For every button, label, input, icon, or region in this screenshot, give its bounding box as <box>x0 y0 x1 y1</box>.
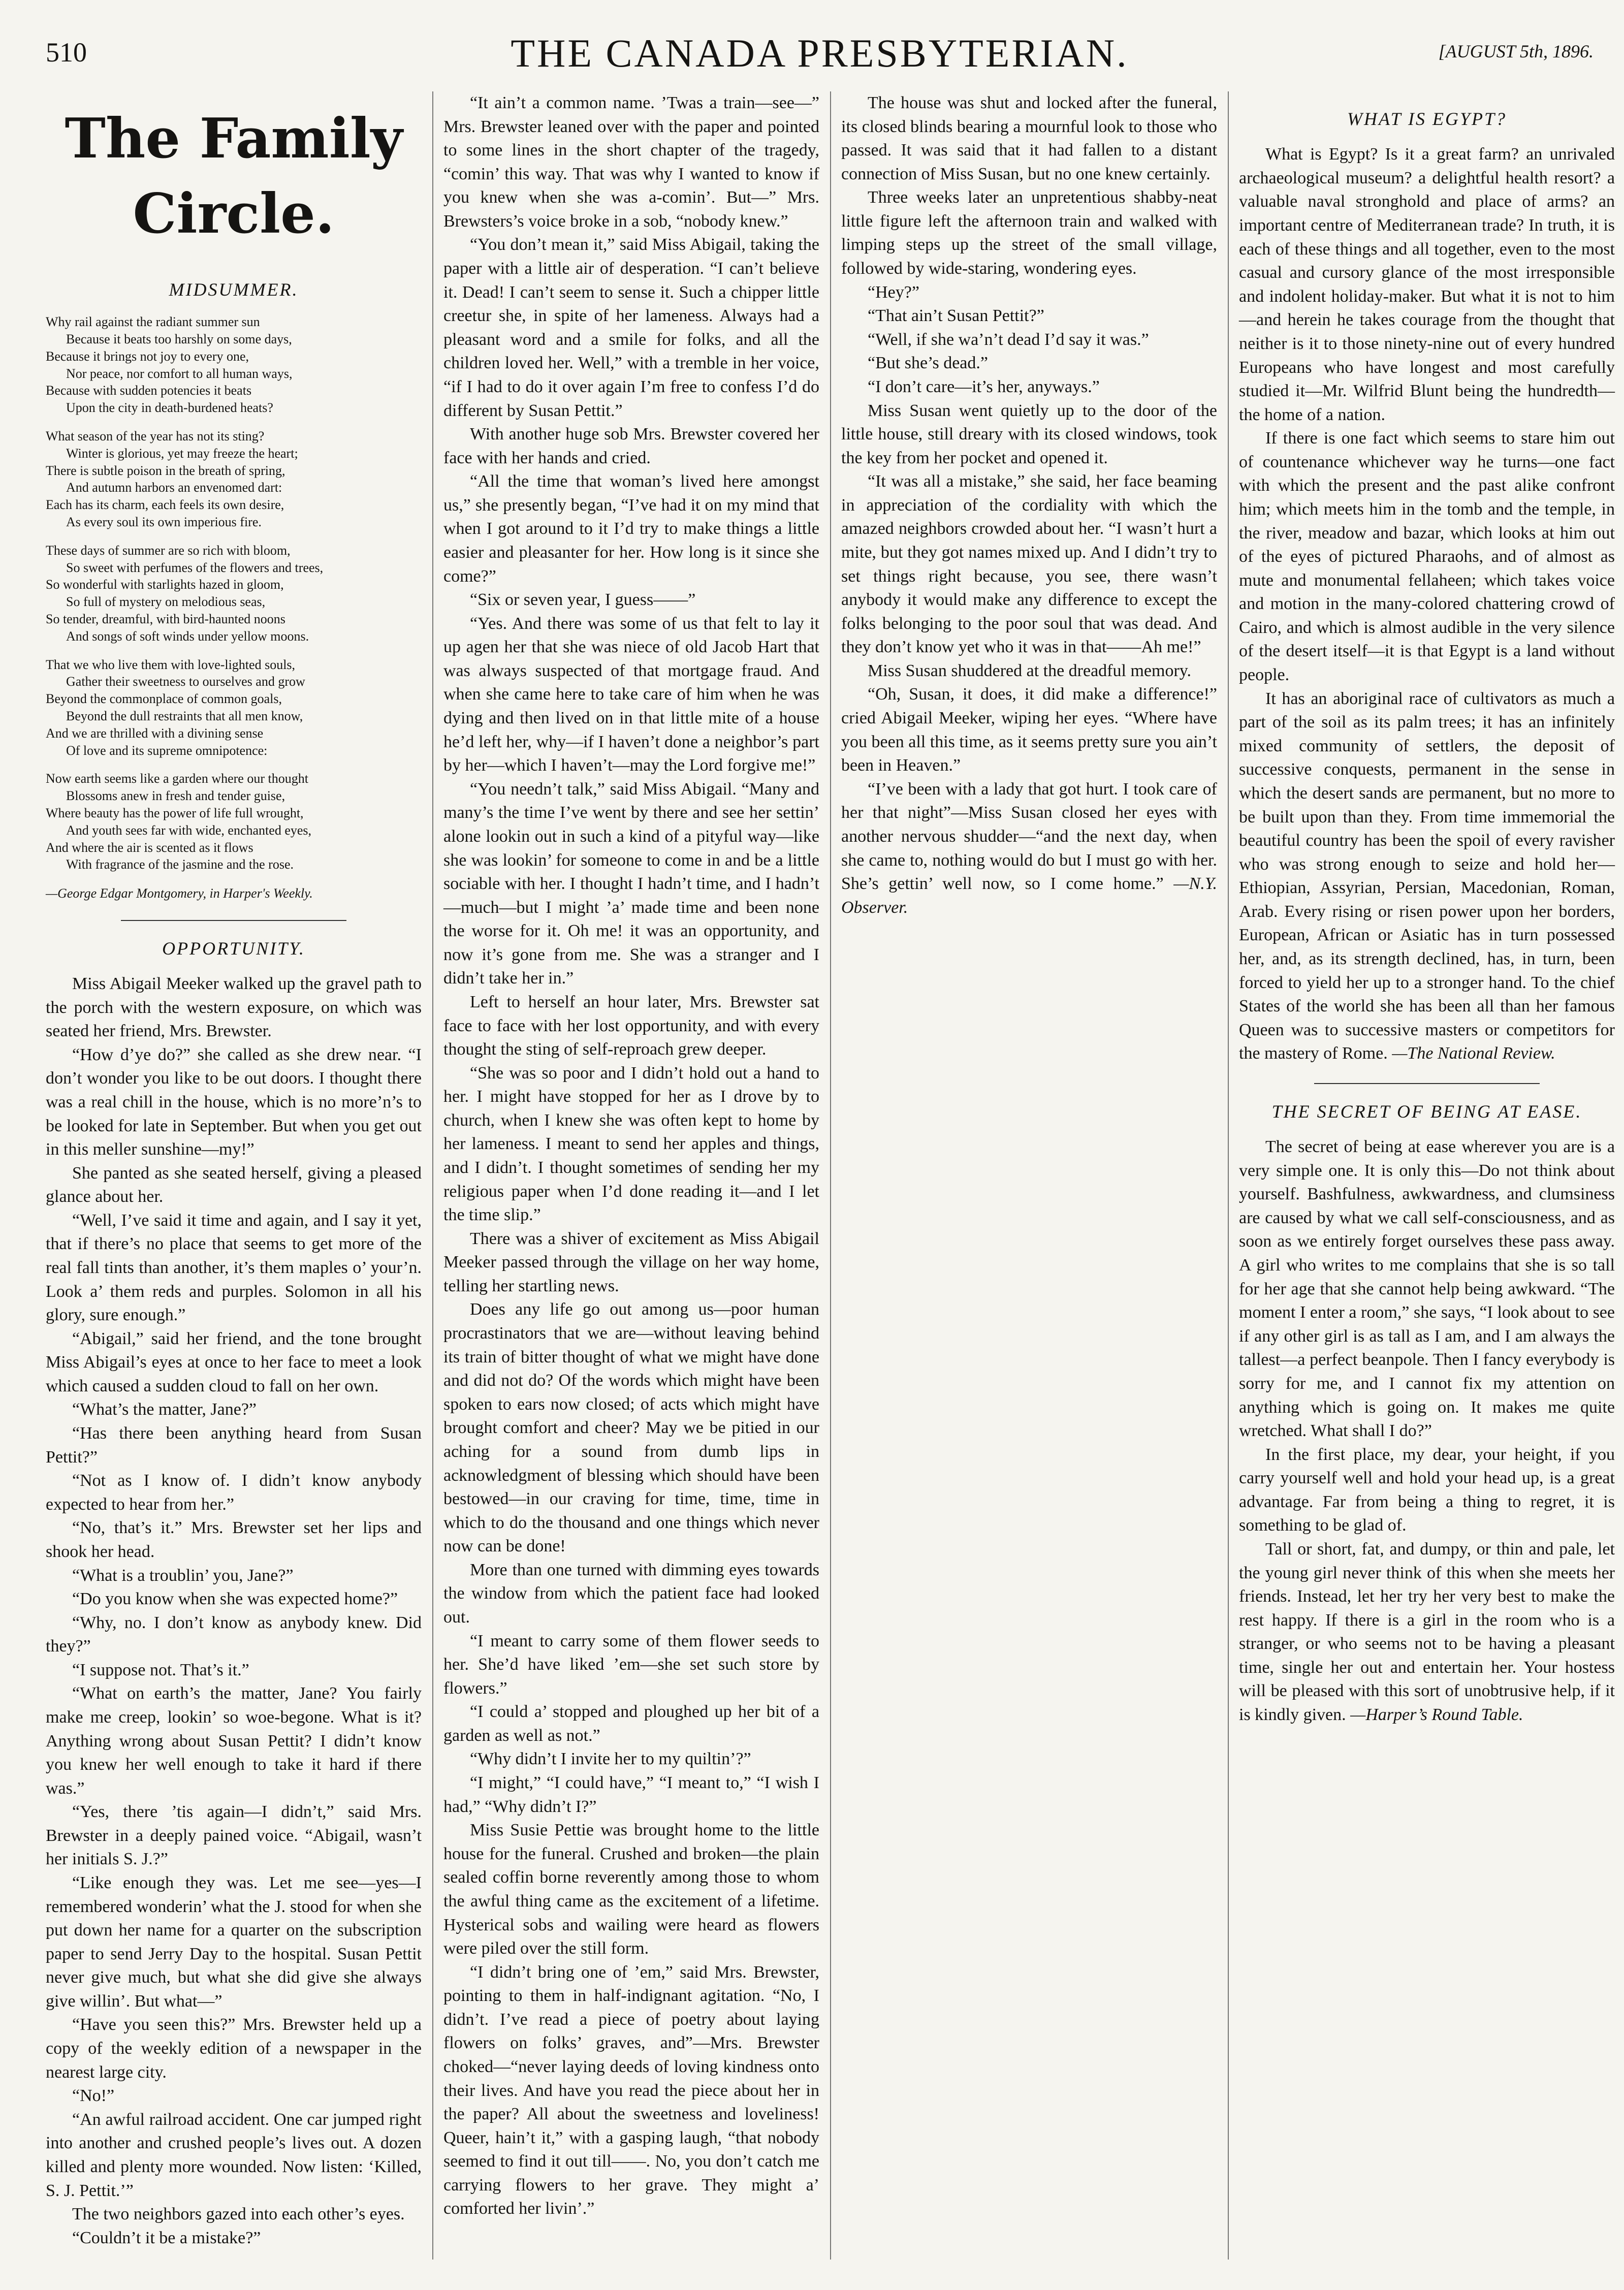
poem-stanza <box>46 313 422 417</box>
poem-line: Because it brings not joy to every one, <box>46 348 249 364</box>
paragraph: “How d’ye do?” she called as she drew near. “I don’t wonder you like to be out doors. I thought there was a real chill in the house, which is no more’n’s to be looked for late in September. But when you get out in this meller sunshine—my!” <box>46 1045 422 1159</box>
poem-credit: —George Edgar Montgomery, in Harper's Weekly. <box>46 886 313 901</box>
paragraph: “I meant to carry some of them flower seeds to her. She’d have liked ’em—she set such store by flowers.” <box>443 1631 819 1698</box>
article-title: WHAT IS EGYPT? <box>1347 109 1507 129</box>
poem-line: Nor peace, nor comfort to all human ways, <box>66 366 293 381</box>
poem-line: So wonderful with starlights hazed in gloom, <box>46 577 284 592</box>
article-secret <box>1239 1135 1615 1727</box>
column-rule <box>432 91 433 2260</box>
paragraph: “No, that’s it.” Mrs. Brewster set her lips and shook her head. <box>46 1518 422 1561</box>
article-egypt <box>1239 143 1615 1066</box>
paragraph: “Oh, Susan, it does, it did make a difference!” cried Abigail Meeker, wiping her eyes. “Where have you been all this time, as it seems pretty sure you ain’t been in Heaven.” <box>841 685 1217 775</box>
poem-line: Because with sudden potencies it beats <box>46 383 252 398</box>
masthead: THE CANADA PRESBYTERIAN. <box>511 31 1129 75</box>
poem-line: Each has its charm, each feels its own desire, <box>46 497 284 513</box>
poem-line: So sweet with perfumes of the flowers and trees, <box>66 560 324 575</box>
paragraph: Miss Abigail Meeker walked up the gravel path to the porch with the western exposure, on which was seated her friend, Mrs. Brewster. <box>46 974 422 1041</box>
poem-line: Gather their sweetness to ourselves and grow <box>66 674 305 689</box>
paragraph: “Couldn’t it be a mistake?” <box>72 2228 261 2247</box>
poem-stanza <box>46 770 422 873</box>
article-credit: —The National Review. <box>1392 1044 1555 1063</box>
article-title: OPPORTUNITY. <box>162 938 305 959</box>
column-2 <box>443 91 819 2221</box>
column-1 <box>46 91 422 2250</box>
paragraph: “You needn’t talk,” said Miss Abigail. “Many and many’s the time I’ve went by there and see her settin’ alone lookin out in such a kind of a pityful way—like she was lookin’ for someone to come in and be a little sociable with her. I thought I hadn’t time, and I hadn’t—much—but I might ’a’ made time and been none the worse for it. Oh me! it was an opportunity, and now it’s gone from me. She was a stranger and I didn’t take her in.” <box>443 779 819 988</box>
paragraph: The house was shut and locked after the funeral, its closed blinds bearing a mournful look to those who passed. It was said that it had fallen to a distant connection of Miss Susan, but no one knew certainly. <box>841 93 1217 183</box>
paragraph: Miss Susan shuddered at the dreadful memory. <box>868 661 1192 680</box>
paragraph: The secret of being at ease wherever you are is a very simple one. It is only this—Do not think about yourself. Bashfulness, awkwardness, and clumsiness are caused by what we call self-consciousness, and as soon as we entirely forget ourselves these pass away. A girl who writes to me complains that she is so tall for her age that she cannot help being awkward. “The moment I enter a room,” she says, “I look about to see if any other girl is as tall as I am, and I am always the tallest—a perfect beanpole. Then I fancy everybody is sorry for me, and I cannot fix my attention on anything which is going on. It makes me quite wretched. What shall I do?” <box>1239 1137 1615 1441</box>
divider <box>1314 1083 1540 1084</box>
article-credit: —N.Y. Observer. <box>841 874 1217 917</box>
paragraph: More than one turned with dimming eyes towards the window from which the patient face had looked out. <box>443 1560 819 1627</box>
poem-line: Winter is glorious, yet may freeze the heart; <box>66 446 298 461</box>
poem-line: What season of the year has not its sting? <box>46 429 265 443</box>
paragraph: “It was all a mistake,” she said, her face beaming in appreciation of the cordiality with which the amazed neighbors crowded about her. “I wasn’t hurt a mite, but they got names mixed up. And I didn’t try to set things right because, you see, there wasn’t anybody it would make any difference to except the folks belonging to the poor soul that was dead. And they don’t know yet who it was in that——Ah me!” <box>841 472 1217 657</box>
paragraph: What is Egypt? Is it a great farm? an unrivaled archaeological museum? a delightful health resort? a valuable naval stronghold and place of arms? an important centre of Mediterranean trade? In truth, it is each of these things and all together, even to the most casual and cursory glance of the most irresponsible and indolent holiday-maker. But what it is not to him—and herein he takes courage from the thought that neither is it to those ninety-nine out of every hundred Europeans who have longest and most carefully studied it—Mr. Wilfrid Blunt being the hundredth—the home of a nation. <box>1239 145 1615 424</box>
paragraph: “Six or seven year, I guess——” <box>470 590 696 610</box>
poem-line: And songs of soft winds under yellow moons. <box>66 628 309 644</box>
paragraph: “Not as I know of. I didn’t know anybody expected to hear from her.” <box>46 1471 422 1514</box>
poem-line: Why rail against the radiant summer sun <box>46 314 260 330</box>
poem-line: Of love and its supreme omnipotence: <box>66 743 268 758</box>
paragraph: “I suppose not. That’s it.” <box>72 1660 249 1679</box>
poem-line: Now earth seems like a garden where our thought <box>46 771 308 786</box>
poem-line: There is subtle poison in the breath of spring, <box>46 463 285 478</box>
paragraph: “Why, no. I don’t know as anybody knew. Did they?” <box>46 1613 422 1656</box>
paragraph: “Hey?” <box>868 282 919 302</box>
paragraph: If there is one fact which seems to stare him out of countenance whichever way he turns—one fact with which the present and the past alike confront him; which meets him in the tomb and the temple, in the river, meadow and bazar, which looks at him out of the eyes of pictured Pharaohs, and of almost as mute and monumental fellaheen; which takes voice and motion in the many-colored chattering crowd of Cairo, and which is almost audible in the very silence of the desert itself—it is that Egypt is a land without people. <box>1239 429 1615 685</box>
poem-stanza <box>46 428 422 531</box>
paragraph: “I’ve been with a lady that got hurt. I took care of her that night”—Miss Susan closed her eyes with another nervous shudder—“and the next day, when she came to, nothing would do but I must go with her. She’s gettin’ well now, so I come home.” —N.Y. Observer. <box>841 779 1217 917</box>
paragraph: There was a shiver of excitement as Miss Abigail Meeker passed through the village on her way home, telling her startling news. <box>443 1229 819 1295</box>
poem-line: Beyond the commonplace of common goals, <box>46 691 282 707</box>
poem-line: And we are thrilled with a divining sense <box>46 725 264 741</box>
poem-stanza <box>46 656 422 759</box>
paragraph: “Yes. And there was some of us that felt to lay it up agen her that she was niece of old Jacob Hart that was always suspected of that mortgage fraud. And when she came here to take care of him when he was dying and then lived on in that little mite of a house he’d left her, why—if I haven’t done a neighbor’s part by her—which I haven’t—may the Lord forgive me!” <box>443 614 819 775</box>
paragraph: It has an aboriginal race of cultivators as much a part of the soil as its palm trees; it has an infinitely mixed community of settlers, the deposit of successive conquests, permanent in the sense in which the desert sands are permanent, but no more to be built upon than they. From time immemorial the beautiful country has been the spoil of every ravisher who was strong enough to seize and hold her—Ethiopian, Assyrian, Persian, Macedonian, Roman, Arab. Every rising or risen power upon her borders, European, African or Asiatic has in turn possessed her, and, as its strength declined, has, in turn, been forced to yield her up to a stronger hand. To the chief States of the world she has been all than her famous Queen was to successive masters or competitors for the mastery of Rome. —The National Review. <box>1239 689 1615 1063</box>
paragraph: With another huge sob Mrs. Brewster covered her face with her hands and cried. <box>443 425 819 467</box>
poem-line: So full of mystery on melodious seas, <box>66 594 266 610</box>
column-4 <box>1239 91 1615 1727</box>
page-header <box>46 30 1594 91</box>
poem-line: That we who live them with love-lighted souls, <box>46 657 296 672</box>
column-3 <box>841 91 1217 919</box>
poem-line: And where the air is scented as it flows <box>46 840 253 855</box>
paragraph: “It ain’t a common name. ’Twas a train—see—” Mrs. Brewster leaned over with the paper and pointed to some lines in the short chapter of the tragedy, “comin’ this way. That was why I wanted to know if you knew when she was a-comin’. But—” Mrs. Brewsters’s voice broke in a sob, “nobody knew.” <box>443 93 819 231</box>
column-rule <box>1228 91 1229 2260</box>
paragraph: Does any life go out among us—poor human procrastinators that we are—without leaving behind its train of bitter thought of what we might have done and did not do? Of the words which might have been spoken to ears now closed; of acts which might have brought comfort and cheer? May we be pitied in our aching for a sound from dumb lips in acknowledgment of blessing which should have been bestowed—in our craving for time, time, time in which to do the thousand and one things which never now can be done! <box>443 1300 819 1556</box>
poem-line: With fragrance of the jasmine and the rose. <box>66 857 294 872</box>
poem-line: Beyond the dull restraints that all men know, <box>66 708 303 723</box>
paragraph: “What’s the matter, Jane?” <box>72 1400 257 1419</box>
paragraph: Miss Susie Pettie was brought home to the little house for the funeral. Crushed and broken—the plain sealed coffin borne reverently among those to whom the awful thing came as the excitement of a lifetime. Hysterical sobs and wailing were heard as flowers were piled over the still form. <box>443 1821 819 1958</box>
section-title: The Family Circle. <box>65 107 403 246</box>
poem-line: And autumn harbors an envenomed dart: <box>66 480 282 495</box>
paragraph: Miss Susan went quietly up to the door of the little house, still dreary with its closed windows, took the key from her pocket and opened it. <box>841 401 1217 467</box>
poem-line: These days of summer are so rich with bloom, <box>46 543 291 558</box>
column-rule <box>830 91 831 2260</box>
paragraph: “Abigail,” said her friend, and the tone brought Miss Abigail’s eyes at once to her face to meet a look which caused a sudden cloud to fall on her own. <box>46 1329 422 1395</box>
paragraph: “You don’t mean it,” said Miss Abigail, taking the paper with a little air of desperation. “I can’t believe it. Dead! I can’t seem to sense it. Such a chipper little creetur she, in spite of her lameness. Always had a pleasant word and a smile for folks, and all the children loved her. Well,” with a tremble in her voice, “if I had to do it over again I’m free to confess I’d do different by Susan Pettit.” <box>443 235 819 420</box>
paragraph: “An awful railroad accident. One car jumped right into another and crushed people’s lives out. A dozen killed and plenty more wounded. Now listen: ‘Killed, S. J. Pettit.’” <box>46 2110 422 2200</box>
article-title: THE SECRET OF BEING AT EASE. <box>1271 1101 1582 1122</box>
paragraph: “Why didn’t I invite her to my quiltin’?” <box>470 1750 751 1769</box>
page-number: 510 <box>46 37 87 68</box>
poem-midsummer <box>46 313 422 873</box>
paragraph: She panted as she seated herself, giving a pleased glance about her. <box>46 1163 422 1206</box>
paragraph: “What is a troublin’ you, Jane?” <box>72 1566 294 1585</box>
poem-line: Upon the city in death-burdened heats? <box>66 400 273 416</box>
paragraph: In the first place, my dear, your height, if you carry yourself well and hold your head up, is a great advantage. Far from being a thing to regret, it is something to be glad of. <box>1239 1445 1615 1535</box>
paragraph: Left to herself an hour later, Mrs. Brewster sat face to face with her lost opportunity, and with every thought the sting of self-reproach grew deeper. <box>443 992 819 1059</box>
paragraph: “I could a’ stopped and ploughed up her bit of a garden as well as not.” <box>443 1702 819 1745</box>
poem-line: And youth sees far with wide, enchanted eyes, <box>66 822 312 838</box>
paragraph: “Well, I’ve said it time and again, and I say it yet, that if there’s no place that seems to get more of the real fall tints than another, it’s them maples o’ your’n. Look a’ them reds and purples. Solomon in all his glory, sure enough.” <box>46 1211 422 1325</box>
poem-line: Where beauty has the power of life full wrought, <box>46 805 304 820</box>
paragraph: “I didn’t bring one of ’em,” said Mrs. Brewster, pointing to them in half-indignant agitation. “No, I didn’t. I’ve read a piece of poetry about laying flowers on folks’ graves, and”—Mrs. Brewster choked—“never laying deeds of loving kindness onto their lives. And have you read the piece about her in the paper? All about the sweetness and loveliness! Queer, hain’t it,” with a gasping laugh, “that nobody seemed to find it out till——. No, you don’t catch me carrying flowers to her grave. They might a’ comforted her livin’.” <box>443 1962 819 2218</box>
paragraph: “Well, if she wa’n’t dead I’d say it was.” <box>868 330 1149 349</box>
paragraph: “All the time that woman’s lived here amongst us,” she presently began, “I’ve had it on my mind that when I got around to it I’d try to make things a little easier and pleasanter for her. How long is it since she come?” <box>443 472 819 586</box>
poem-line: Blossoms anew in fresh and tender guise, <box>66 788 285 804</box>
poem-line: So tender, dreamful, with bird-haunted noons <box>46 611 285 626</box>
paragraph: “She was so poor and I didn’t hold out a hand to her. I might have stopped for her as I drove by to church, when I knew she was often kept to home by her lameness. I meant to send her apples and things, and I didn’t. I thought sometimes of sending her my religious paper when I’d done reading it—and I let the time slip.” <box>443 1063 819 1225</box>
paragraph: “I might,” “I could have,” “I meant to,” “I wish I had,” “Why didn’t I?” <box>443 1773 819 1816</box>
paragraph: “No!” <box>72 2086 115 2106</box>
paragraph: “Like enough they was. Let me see—yes—I remembered wonderin’ what the J. stood for when she put down her name for a quarter on the subscription paper to send Jerry Day to the hospital. Susan Pettit never give much, but what she did give she always give willin’. But what—” <box>46 1873 422 2011</box>
paragraph: “Do you know when she was expected home?” <box>72 1589 398 1609</box>
paragraph: The two neighbors gazed into each other’s eyes. <box>72 2205 405 2224</box>
paragraph: “That ain’t Susan Pettit?” <box>868 306 1044 326</box>
paragraph: “Have you seen this?” Mrs. Brewster held up a copy of the weekly edition of a newspaper in the nearest large city. <box>46 2015 422 2082</box>
paragraph: Three weeks later an unpretentious shabby-neat little figure left the afternoon train and walked with limping steps up the street of the small village, followed by wide-staring, wondering eyes. <box>841 188 1217 278</box>
paragraph: “Yes, there ’tis again—I didn’t,” said Mrs. Brewster in a deeply pained voice. “Abigail, wasn’t her initials S. J.?” <box>46 1802 422 1869</box>
paragraph: “But she’s dead.” <box>868 354 988 373</box>
poem-line: As every soul its own imperious fire. <box>66 514 262 529</box>
paragraph: “Has there been anything heard from Susan Pettit?” <box>46 1424 422 1467</box>
paragraph: “What on earth’s the matter, Jane? You fairly make me creep, lookin’ so woe-begone. What is it? Anything wrong about Susan Pettit? I didn’t know you knew her well enough to take it hard if there was.” <box>46 1684 422 1798</box>
paragraph: “I don’t care—it’s her, anyways.” <box>868 377 1100 396</box>
issue-date: [AUGUST 5th, 1896. <box>1438 41 1594 61</box>
divider <box>121 920 346 921</box>
poem-stanza <box>46 542 422 645</box>
poem-line: Because it beats too harshly on some days, <box>66 332 292 347</box>
poem-title: MIDSUMMER. <box>169 279 299 300</box>
article-credit: —Harper’s Round Table. <box>1350 1705 1523 1725</box>
paragraph: Tall or short, fat, and dumpy, or thin and pale, let the young girl never think of this when she meets her friends. Instead, let her try her very best to make the rest happy. If there is a girl in the room who is a stranger, or who seems not to be having a pleasant time, single her out and entertain her. Your hostess will be pleased with this sort of unobtrusive help, if it is kindly given. —Harper’s Round Table. <box>1239 1540 1615 1725</box>
